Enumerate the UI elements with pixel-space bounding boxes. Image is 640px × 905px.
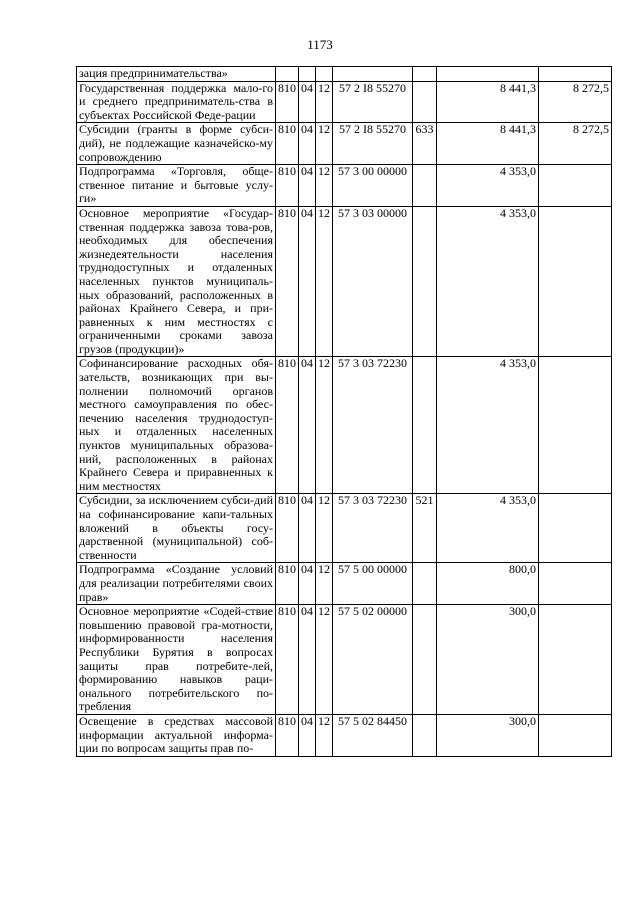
subsection-cell: 12	[316, 206, 333, 357]
table-row	[77, 563, 612, 605]
amount-year2-cell: 8 272,5	[539, 123, 612, 165]
grbs-cell: 810	[276, 81, 299, 123]
amount-year2-cell	[539, 714, 612, 756]
expense-type-cell	[413, 165, 437, 207]
target-article-cell: 57 5 02 00000	[333, 605, 413, 715]
amount-year2-cell	[539, 67, 612, 82]
section-cell: 04	[299, 123, 316, 165]
table-row	[77, 81, 612, 123]
expense-type-cell	[413, 67, 437, 82]
table-body	[77, 67, 612, 757]
table-row	[77, 605, 612, 715]
amount-year2-cell	[539, 494, 612, 563]
page-number: 1173	[307, 37, 333, 52]
row-name-cell: Государственная поддержка мало-го и среднего предприниматель-ства в субъектах Российской Феде-рации	[77, 81, 276, 123]
section-cell: 04	[299, 165, 316, 207]
target-article-cell: 57 3 00 00000	[333, 165, 413, 207]
amount-year2-cell	[539, 165, 612, 207]
expense-type-cell	[413, 357, 437, 494]
subsection-cell: 12	[316, 563, 333, 605]
subsection-cell: 12	[316, 165, 333, 207]
expense-type-cell: 633	[413, 123, 437, 165]
expense-type-cell	[413, 714, 437, 756]
expense-type-cell	[413, 81, 437, 123]
grbs-cell: 810	[276, 563, 299, 605]
target-article-cell	[333, 67, 413, 82]
amount-year1-cell: 8 441,3	[437, 81, 539, 123]
amount-year1-cell: 300,0	[437, 605, 539, 715]
subsection-cell: 12	[316, 605, 333, 715]
row-name-cell: Освещение в средствах массовой информации актуальной информа-ции по вопросам защиты прав по-	[77, 714, 276, 756]
subsection-cell: 12	[316, 494, 333, 563]
table-row	[77, 123, 612, 165]
amount-year1-cell	[437, 67, 539, 82]
row-name-cell: Подпрограмма «Создание условий для реализации потребителями своих прав»	[77, 563, 276, 605]
target-article-cell: 57 5 02 84450	[333, 714, 413, 756]
table-row	[77, 165, 612, 207]
row-name-cell: Софинансирование расходных обя-зательств, возникающих при вы-полнении полномочий органов местного самоуправления по обес-печению населения труднодоступ-ных и отдаленных населенных пунктов муниципальных образова-ний, расположенных в районах Крайнего Севера и приравненных к ним местностях	[77, 357, 276, 494]
target-article-cell: 57 3 03 72230	[333, 357, 413, 494]
row-name-cell: Подпрограмма «Торговля, обще-ственное питание и бытовые услу-ги»	[77, 165, 276, 207]
grbs-cell: 810	[276, 357, 299, 494]
section-cell: 04	[299, 81, 316, 123]
grbs-cell: 810	[276, 206, 299, 357]
expense-type-cell	[413, 563, 437, 605]
row-name-cell: зация предпринимательства»	[77, 67, 276, 82]
row-name-cell: Субсидии (гранты в форме субси-дий), не подлежащие казначейско-му сопровождению	[77, 123, 276, 165]
amount-year1-cell: 4 353,0	[437, 165, 539, 207]
grbs-cell: 810	[276, 123, 299, 165]
row-name-cell: Основное мероприятие «Государ-ственная поддержка завоза това-ров, необходимых для обеспечения жизнедеятельности населения труднодоступных и отдаленных населенных пунктов муниципаль-ных образований, расположенных в районах Крайнего Севера, и при-равненных к ним местностях с ограниченными сроками завоза грузов (продукции)»	[77, 206, 276, 357]
subsection-cell: 12	[316, 123, 333, 165]
amount-year2-cell: 8 272,5	[539, 81, 612, 123]
section-cell	[299, 67, 316, 82]
expense-type-cell	[413, 206, 437, 357]
section-cell: 04	[299, 714, 316, 756]
row-name-cell: Основное мероприятие «Содей-ствие повышению правовой гра-мотности, информированности населения Республики Бурятия в вопросах защиты прав потребите-лей, формированию навыков раци-онального потребительского по-требления	[77, 605, 276, 715]
subsection-cell: 12	[316, 357, 333, 494]
table-row	[77, 494, 612, 563]
amount-year2-cell	[539, 563, 612, 605]
expense-type-cell	[413, 605, 437, 715]
target-article-cell: 57 2 I8 55270	[333, 81, 413, 123]
subsection-cell: 12	[316, 714, 333, 756]
section-cell: 04	[299, 563, 316, 605]
table-row	[77, 67, 612, 82]
grbs-cell: 810	[276, 605, 299, 715]
amount-year1-cell: 8 441,3	[437, 123, 539, 165]
table-row	[77, 714, 612, 756]
amount-year1-cell: 4 353,0	[437, 206, 539, 357]
section-cell: 04	[299, 605, 316, 715]
section-cell: 04	[299, 494, 316, 563]
subsection-cell: 12	[316, 81, 333, 123]
amount-year1-cell: 4 353,0	[437, 357, 539, 494]
amount-year2-cell	[539, 206, 612, 357]
grbs-cell	[276, 67, 299, 82]
subsection-cell	[316, 67, 333, 82]
table-row	[77, 357, 612, 494]
amount-year1-cell: 4 353,0	[437, 494, 539, 563]
grbs-cell: 810	[276, 494, 299, 563]
amount-year2-cell	[539, 605, 612, 715]
section-cell: 04	[299, 357, 316, 494]
target-article-cell: 57 2 I8 55270	[333, 123, 413, 165]
table-row	[77, 206, 612, 357]
amount-year1-cell: 800,0	[437, 563, 539, 605]
target-article-cell: 57 3 03 72230	[333, 494, 413, 563]
target-article-cell: 57 5 00 00000	[333, 563, 413, 605]
budget-table	[76, 66, 612, 757]
expense-type-cell: 521	[413, 494, 437, 563]
amount-year2-cell	[539, 357, 612, 494]
amount-year1-cell: 300,0	[437, 714, 539, 756]
grbs-cell: 810	[276, 165, 299, 207]
grbs-cell: 810	[276, 714, 299, 756]
row-name-cell: Субсидии, за исключением субси-дий на софинансирование капи-тальных вложений в объекты госу-дарственной (муниципальной) соб-ственности	[77, 494, 276, 563]
section-cell: 04	[299, 206, 316, 357]
target-article-cell: 57 3 03 00000	[333, 206, 413, 357]
